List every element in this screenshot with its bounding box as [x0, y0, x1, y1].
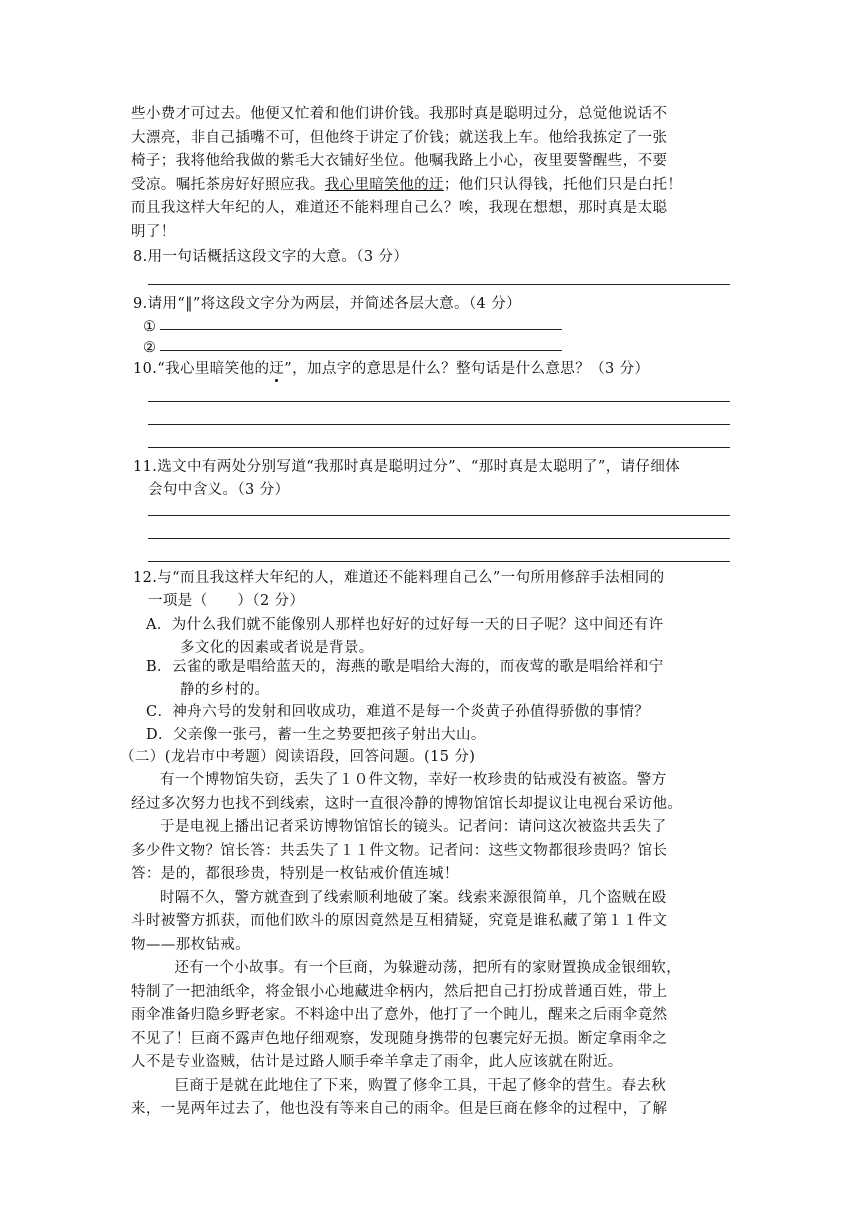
answer-line[interactable] [148, 401, 730, 402]
passage-line: 人不是专业盗贼，估计是过路人顺手牵羊拿走了雨伞，此人应该就在附近。 [131, 1054, 623, 1070]
passage-line: 而且我这样大年纪的人，难道还不能料理自己么？唉，我现在想想，那时真是太聪 [131, 200, 668, 216]
answer-line[interactable] [148, 561, 730, 562]
dotted-character: 迂 [269, 361, 285, 377]
passage-line: 来，一晃两年过去了，他也没有等来自己的雨伞。但是巨商在修伞的过程中，了解 [131, 1101, 668, 1117]
passage-line: 答：是的，都很珍贵，特别是一枚钻戒价值连城！ [131, 866, 459, 882]
underlined-sentence: 我心里暗笑他的迂 [324, 176, 444, 193]
passage-line: 大漂亮，非自己插嘴不可，但他终于讲定了价钱；就送我上车。他给我拣定了一张 [131, 129, 668, 146]
passage-text: ；他们只认得钱，托他们只是白托！ [443, 176, 683, 193]
passage-line: 有一个博物馆失窃，丢失了１０件文物，幸好一枚珍贵的钻戒没有被盗。警方 [160, 772, 667, 788]
answer-line[interactable] [148, 447, 730, 448]
section-2-heading: （二）(龙岩市中考题）阅读语段，回答问题。(15 分) [120, 749, 476, 765]
passage-line: 时隔不久，警方就查到了线索顺利地破了案。线索来源很简单，几个盗贼在殴 [160, 889, 667, 906]
passage-line: 些小费才可过去。他便又忙着和他们讲价钱。我那时真是聪明过分，总觉他说话不 [131, 106, 668, 122]
answer-line[interactable] [148, 538, 730, 539]
option-a[interactable]: A．为什么我们就不能像别人那样也好好的过好每一天的日子呢？这中间还有许 多文化的因素或者说是背景。 [146, 617, 664, 656]
answer-line[interactable] [148, 284, 730, 285]
answer-line[interactable] [148, 424, 730, 425]
passage-2 [131, 769, 731, 1122]
option-d[interactable]: D．父亲像一张弓，蓄一生之势要把孩子射出大山。 [146, 727, 486, 743]
option-b[interactable]: B．云雀的歌是唱给蓝天的，海燕的歌是唱给大海的，而夜莺的歌是唱给祥和宁 静的乡村的。 [146, 659, 664, 698]
question-11: 11.选文中有两处分别写道“我那时真是聪明过分”、“那时真是太聪明了”，请仔细体 会句中含义。（3 分） [133, 459, 681, 498]
passage-line: 于是电视上播出记者采访博物馆馆长的镜头。记者问：请问这次被盗共丢失了 [160, 819, 667, 835]
answer-line[interactable] [160, 329, 562, 330]
option-c[interactable]: C．神舟六号的发射和回收成功，难道不是每一个炎黄子孙值得骄傲的事情？ [146, 704, 650, 720]
answer-line[interactable] [160, 350, 562, 351]
question-10: 10.“我心里暗笑他的迂”，加点字的意思是什么？整句话是什么意思？（3 分） [133, 361, 650, 377]
passage-line: 物——那枚钻戒。 [131, 936, 251, 953]
answer-line[interactable] [148, 515, 730, 516]
passage-1 [131, 103, 731, 244]
q9-marker-1: ① [143, 319, 157, 335]
passage-text: 受凉。嘱托茶房好好照应我。 [131, 176, 325, 193]
passage-line: 特制了一把油纸伞，将金银小心地藏进伞柄内，然后把自己打扮成普通百姓，带上 [131, 983, 668, 1000]
passage-line: 还有一个小故事。有一个巨商，为躲避动荡，把所有的家财置换成金银细软， [174, 960, 682, 976]
passage-line: 经过多次努力也找不到线索，这时一直很冷静的博物馆馆长却提议让电视台采访他。 [131, 795, 683, 812]
passage-line: 巨商于是就在此地住了下来，购置了修伞工具，干起了修伞的营生。春去秋 [174, 1077, 667, 1094]
passage-line: 不见了！巨商不露声色地仔细观察，发现随身携带的包裹完好无损。断定拿雨伞之 [131, 1030, 668, 1047]
passage-line [131, 174, 731, 198]
passage-line: 明了！ [131, 223, 176, 240]
question-12: 12.与“而且我这样大年纪的人，难道还不能料理自己么”一句所用修辞手法相同的 一项是（ ）（2 分） [133, 570, 665, 609]
q9-marker-2: ② [143, 340, 157, 356]
passage-line: 斗时被警方抓获，而他们欧斗的原因竟然是互相猜疑，究竟是谁私藏了第１１件文 [131, 913, 668, 929]
passage-line: 雨伞准备归隐乡野老家。不料途中出了意外，他打了一个盹儿，醒来之后雨伞竟然 [131, 1007, 668, 1023]
passage-line: 多少件文物？馆长答：共丢失了１１件文物。记者问：这些文物都很珍贵吗？馆长 [131, 842, 668, 859]
passage-line: 椅子；我将他给我做的紫毛大衣铺好坐位。他嘱我路上小心，夜里要警醒些，不要 [131, 153, 668, 169]
question-8: 8.用一句话概括这段文字的大意。（3 分） [133, 249, 409, 265]
question-9: 9.请用“‖”将这段文字分为两层，并简述各层大意。（4 分） [133, 296, 521, 312]
